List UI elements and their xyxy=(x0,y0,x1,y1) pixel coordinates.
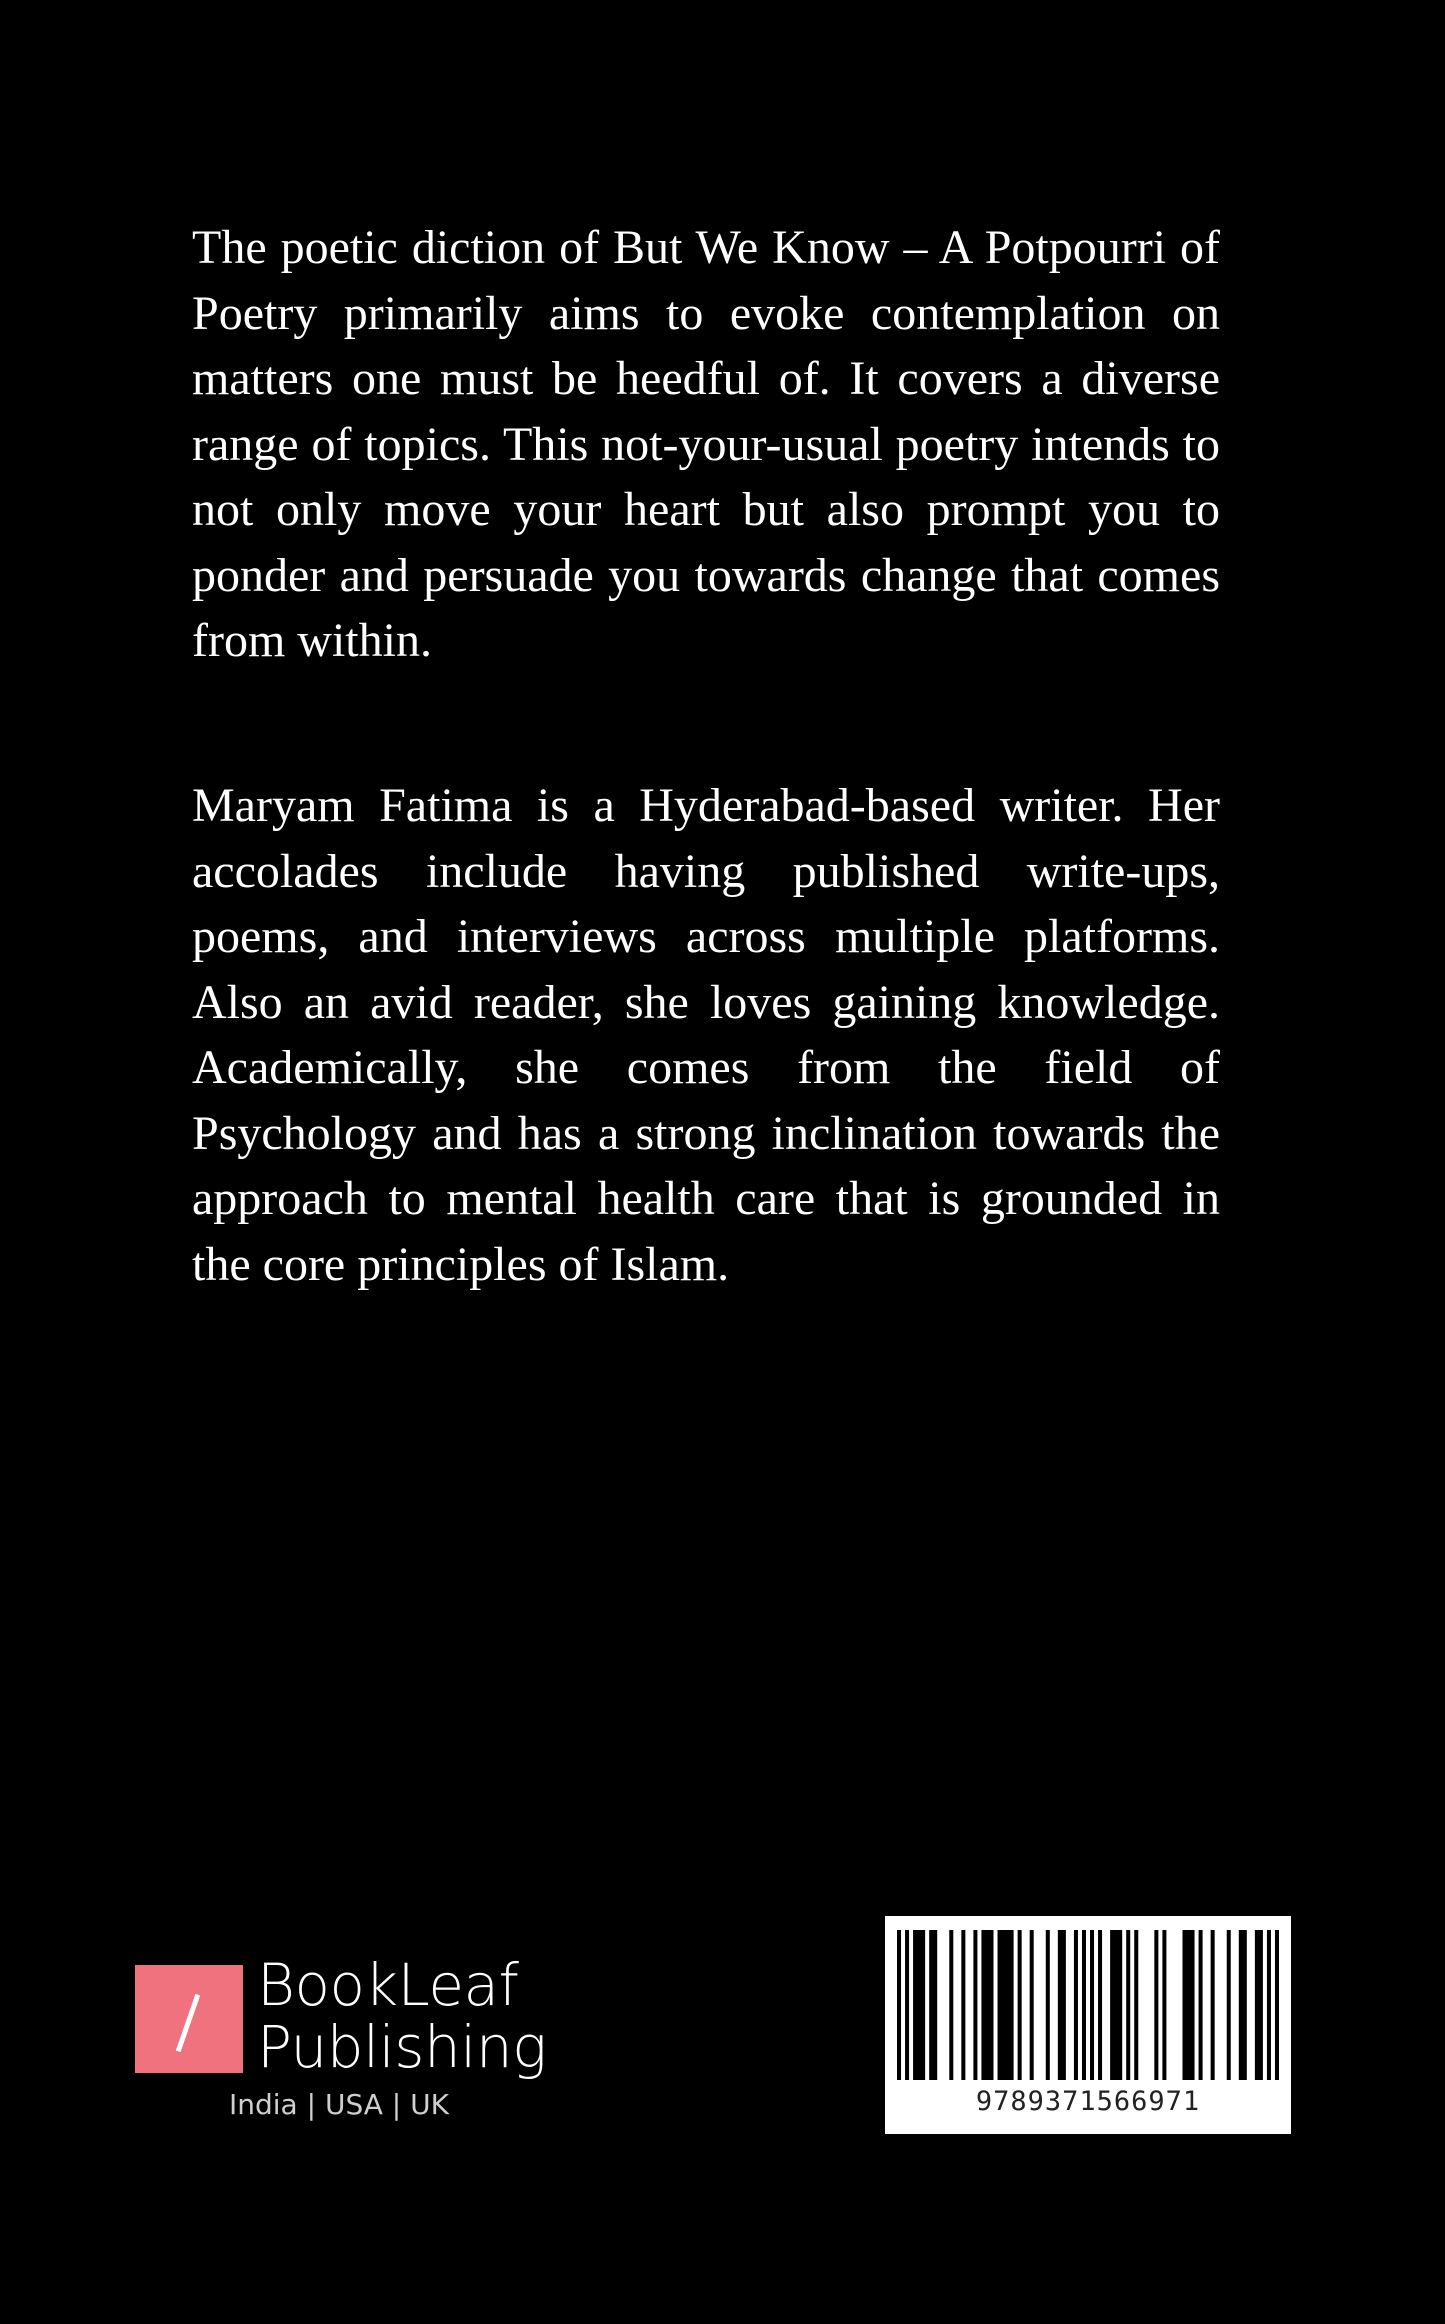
barcode-bar-28 xyxy=(1267,1930,1271,2080)
barcode-bar-13 xyxy=(1074,1930,1078,2080)
barcode-bar-10 xyxy=(1030,1930,1034,2080)
publisher-logo xyxy=(135,1951,555,2135)
barcode-bar-20 xyxy=(1154,1930,1158,2080)
barcode-bar-21 xyxy=(1162,1930,1166,2080)
barcode-bar-2 xyxy=(913,1930,925,2080)
publisher-name-line-1: BookLeaf xyxy=(257,1951,519,2019)
author-bio-paragraph: Maryam Fatima is a Hyderabad-based writer. Her accolades include having published write-ups, poems, and interviews across multiple platforms. Also an avid reader, she loves gaining knowledge. Academically, she comes from the field of Psychology and has a strong inclination towards the approach to mental health care that is grounded in the core principles of Islam. xyxy=(192,779,1220,1291)
barcode-bar-12 xyxy=(1058,1930,1066,2080)
publisher-logo-square xyxy=(135,1965,243,2073)
barcode-bar-7 xyxy=(981,1930,993,2080)
barcode-bar-16 xyxy=(1098,1930,1102,2080)
barcode-bar-9 xyxy=(1018,1930,1022,2080)
barcode-bar-27 xyxy=(1255,1930,1263,2080)
barcode-bar-0 xyxy=(897,1930,901,2080)
barcode-bar-17 xyxy=(1110,1930,1122,2080)
barcode-bar-29 xyxy=(1275,1930,1279,2080)
publisher-regions: India | USA | UK xyxy=(229,2088,449,2121)
barcode-bar-8 xyxy=(998,1930,1014,2080)
barcode-bar-3 xyxy=(929,1930,937,2080)
publisher-name-line-2: Publishing xyxy=(257,2013,547,2081)
slash-icon xyxy=(135,1965,243,2073)
barcode-bar-22 xyxy=(1182,1930,1194,2080)
barcode-bars xyxy=(897,1930,1279,2080)
barcode-bar-26 xyxy=(1239,1930,1247,2080)
barcode-bar-24 xyxy=(1211,1930,1215,2080)
barcode-bar-11 xyxy=(1046,1930,1050,2080)
barcode-bar-19 xyxy=(1134,1930,1138,2080)
isbn-barcode xyxy=(885,1916,1291,2134)
barcode-bar-1 xyxy=(905,1930,909,2080)
barcode-bar-4 xyxy=(949,1930,953,2080)
barcode-bar-6 xyxy=(973,1930,977,2080)
barcode-bar-5 xyxy=(961,1930,965,2080)
barcode-bar-25 xyxy=(1227,1930,1231,2080)
barcode-bar-14 xyxy=(1082,1930,1086,2080)
barcode-bar-18 xyxy=(1126,1930,1130,2080)
book-description-paragraph: The poetic diction of But We Know – A Potpourri of Poetry primarily aims to evoke contemplation on matters one must be heedful of. It covers a diverse range of topics. This not-your-usual poetry intends to not only move your heart but also prompt you to ponder and persuade you towards change that comes from within. xyxy=(192,221,1220,667)
isbn-number: 9789371566971 xyxy=(975,2086,1201,2117)
barcode-bar-23 xyxy=(1199,1930,1203,2080)
barcode-bar-15 xyxy=(1090,1930,1094,2080)
